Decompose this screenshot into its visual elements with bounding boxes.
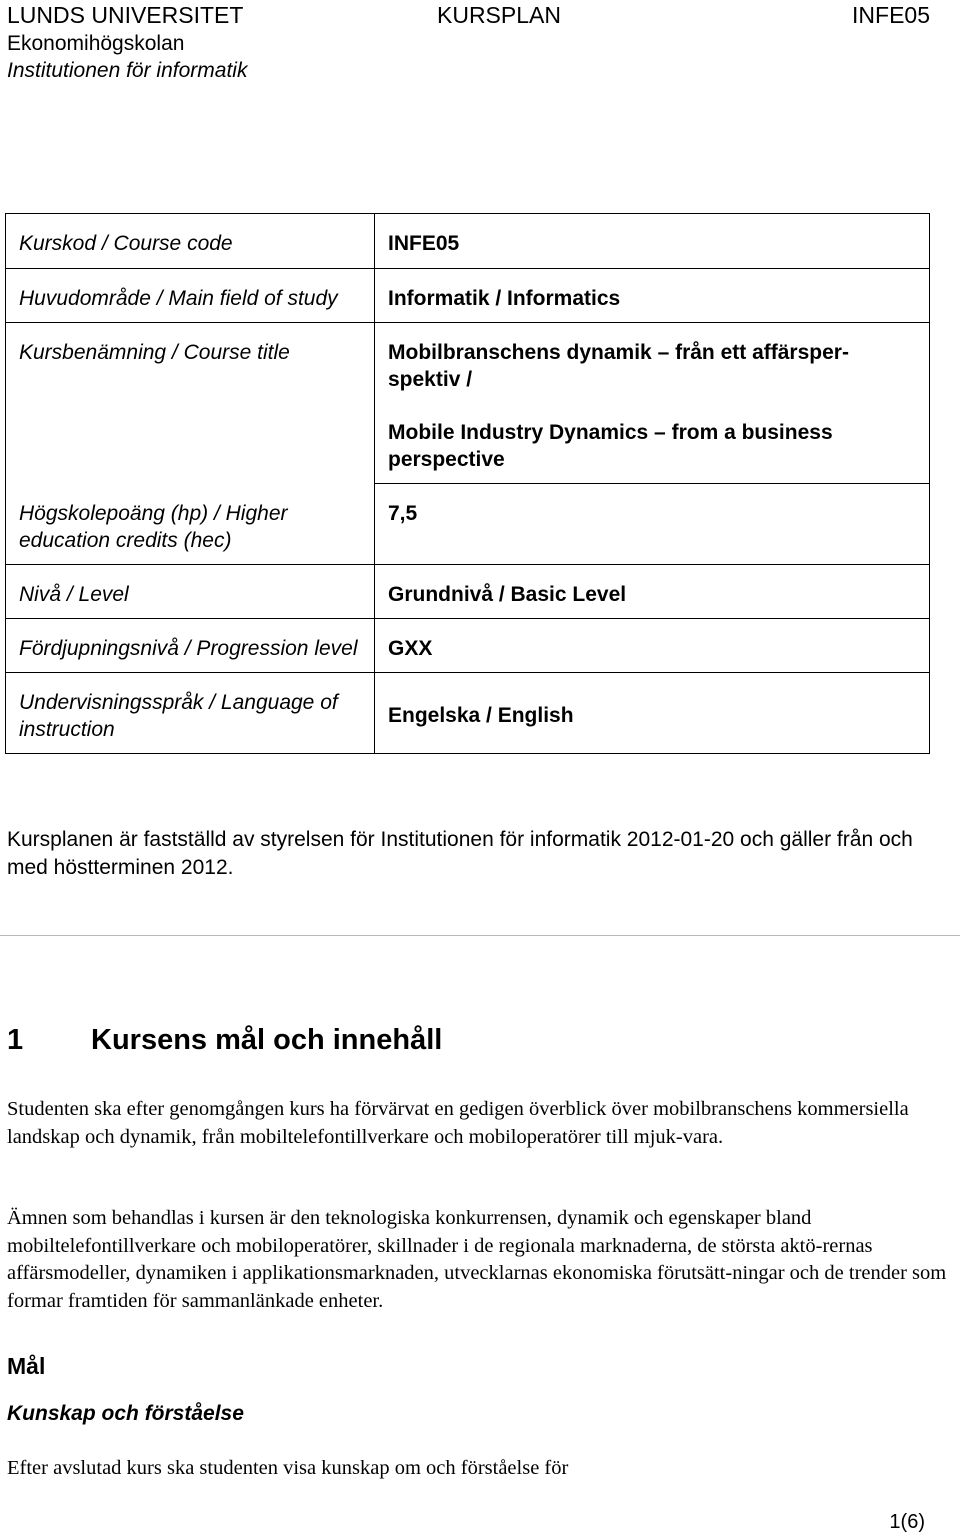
- paragraph-topics: Ämnen som behandlas i kursen är den teknologiska konkurrensen, dynamik och egenskaper bland mobiltelefontillverkare och mobiloperatörer, skillnader i de regionala marknaderna, de största aktö-rernas affärsmodeller, dynamiken i applikationsmarknaden, utvecklarnas ekonomiska förutsätt-ningar och de trender som formar framtiden för sammanlänkade enheter.: [7, 1207, 947, 1312]
- knowledge-intro: Efter avslutad kurs ska studenten visa kunskap om och förståelse för: [7, 1457, 569, 1479]
- row-credits: [6, 484, 930, 565]
- page-header: [7, 0, 930, 84]
- course-code-value: INFE05: [375, 214, 930, 269]
- course-title-english: Mobile Industry Dynamics – from a business perspective: [388, 421, 833, 471]
- row-level: [6, 564, 930, 618]
- row-course-title: [6, 323, 930, 484]
- document-type: KURSPLAN: [437, 2, 561, 28]
- main-field-label: Huvudområde / Main field of study: [6, 269, 375, 323]
- row-progression: [6, 618, 930, 672]
- course-title-swedish: Mobilbranschens dynamik – från ett affärsper-spektiv /: [388, 341, 849, 391]
- row-language: [6, 672, 930, 753]
- page-number: 1(6): [889, 1511, 925, 1533]
- knowledge-heading: Kunskap och förståelse: [7, 1402, 244, 1425]
- course-title-value: [375, 323, 930, 484]
- row-course-code: [6, 214, 930, 269]
- section-heading: [7, 1022, 442, 1058]
- section-number: 1: [7, 1024, 24, 1056]
- course-code-label: Kurskod / Course code: [6, 214, 375, 269]
- header-course-code: INFE05: [852, 2, 930, 28]
- paragraph-overview: Studenten ska efter genomgången kurs ha förvärvat en gedigen överblick över mobilbranschens kommersiella landskap och dynamik, från mobiltelefontillverkare och mobiloperatörer till mjuk-vara.: [7, 1098, 909, 1148]
- language-label: Undervisningsspråk / Language of instruction: [6, 672, 375, 753]
- row-main-field: [6, 269, 930, 323]
- progression-label: Fördjupningsnivå / Progression level: [6, 618, 375, 672]
- department-name: Institutionen för informatik: [7, 59, 248, 82]
- level-value: Grundnivå / Basic Level: [375, 564, 930, 618]
- level-label: Nivå / Level: [6, 564, 375, 618]
- credits-label: Högskolepoäng (hp) / Higher education credits (hec): [6, 484, 375, 565]
- section-divider: [0, 935, 960, 936]
- language-value: Engelska / English: [375, 672, 930, 753]
- credits-value: 7,5: [375, 484, 930, 565]
- main-field-value: Informatik / Informatics: [375, 269, 930, 323]
- goals-heading: Mål: [7, 1353, 46, 1379]
- course-title-label: Kursbenämning / Course title: [6, 323, 375, 484]
- section-title: Kursens mål och innehåll: [91, 1024, 443, 1056]
- progression-value: GXX: [375, 618, 930, 672]
- faculty-name: Ekonomihögskolan: [7, 32, 185, 55]
- header-top-row: [7, 0, 930, 30]
- course-info-table: [5, 213, 930, 754]
- adoption-statement: Kursplanen är fastställd av styrelsen för Institutionen för informatik 2012-01-20 och gäller från och med höstterminen 2012.: [7, 828, 913, 879]
- university-name: LUNDS UNIVERSITET: [7, 2, 244, 28]
